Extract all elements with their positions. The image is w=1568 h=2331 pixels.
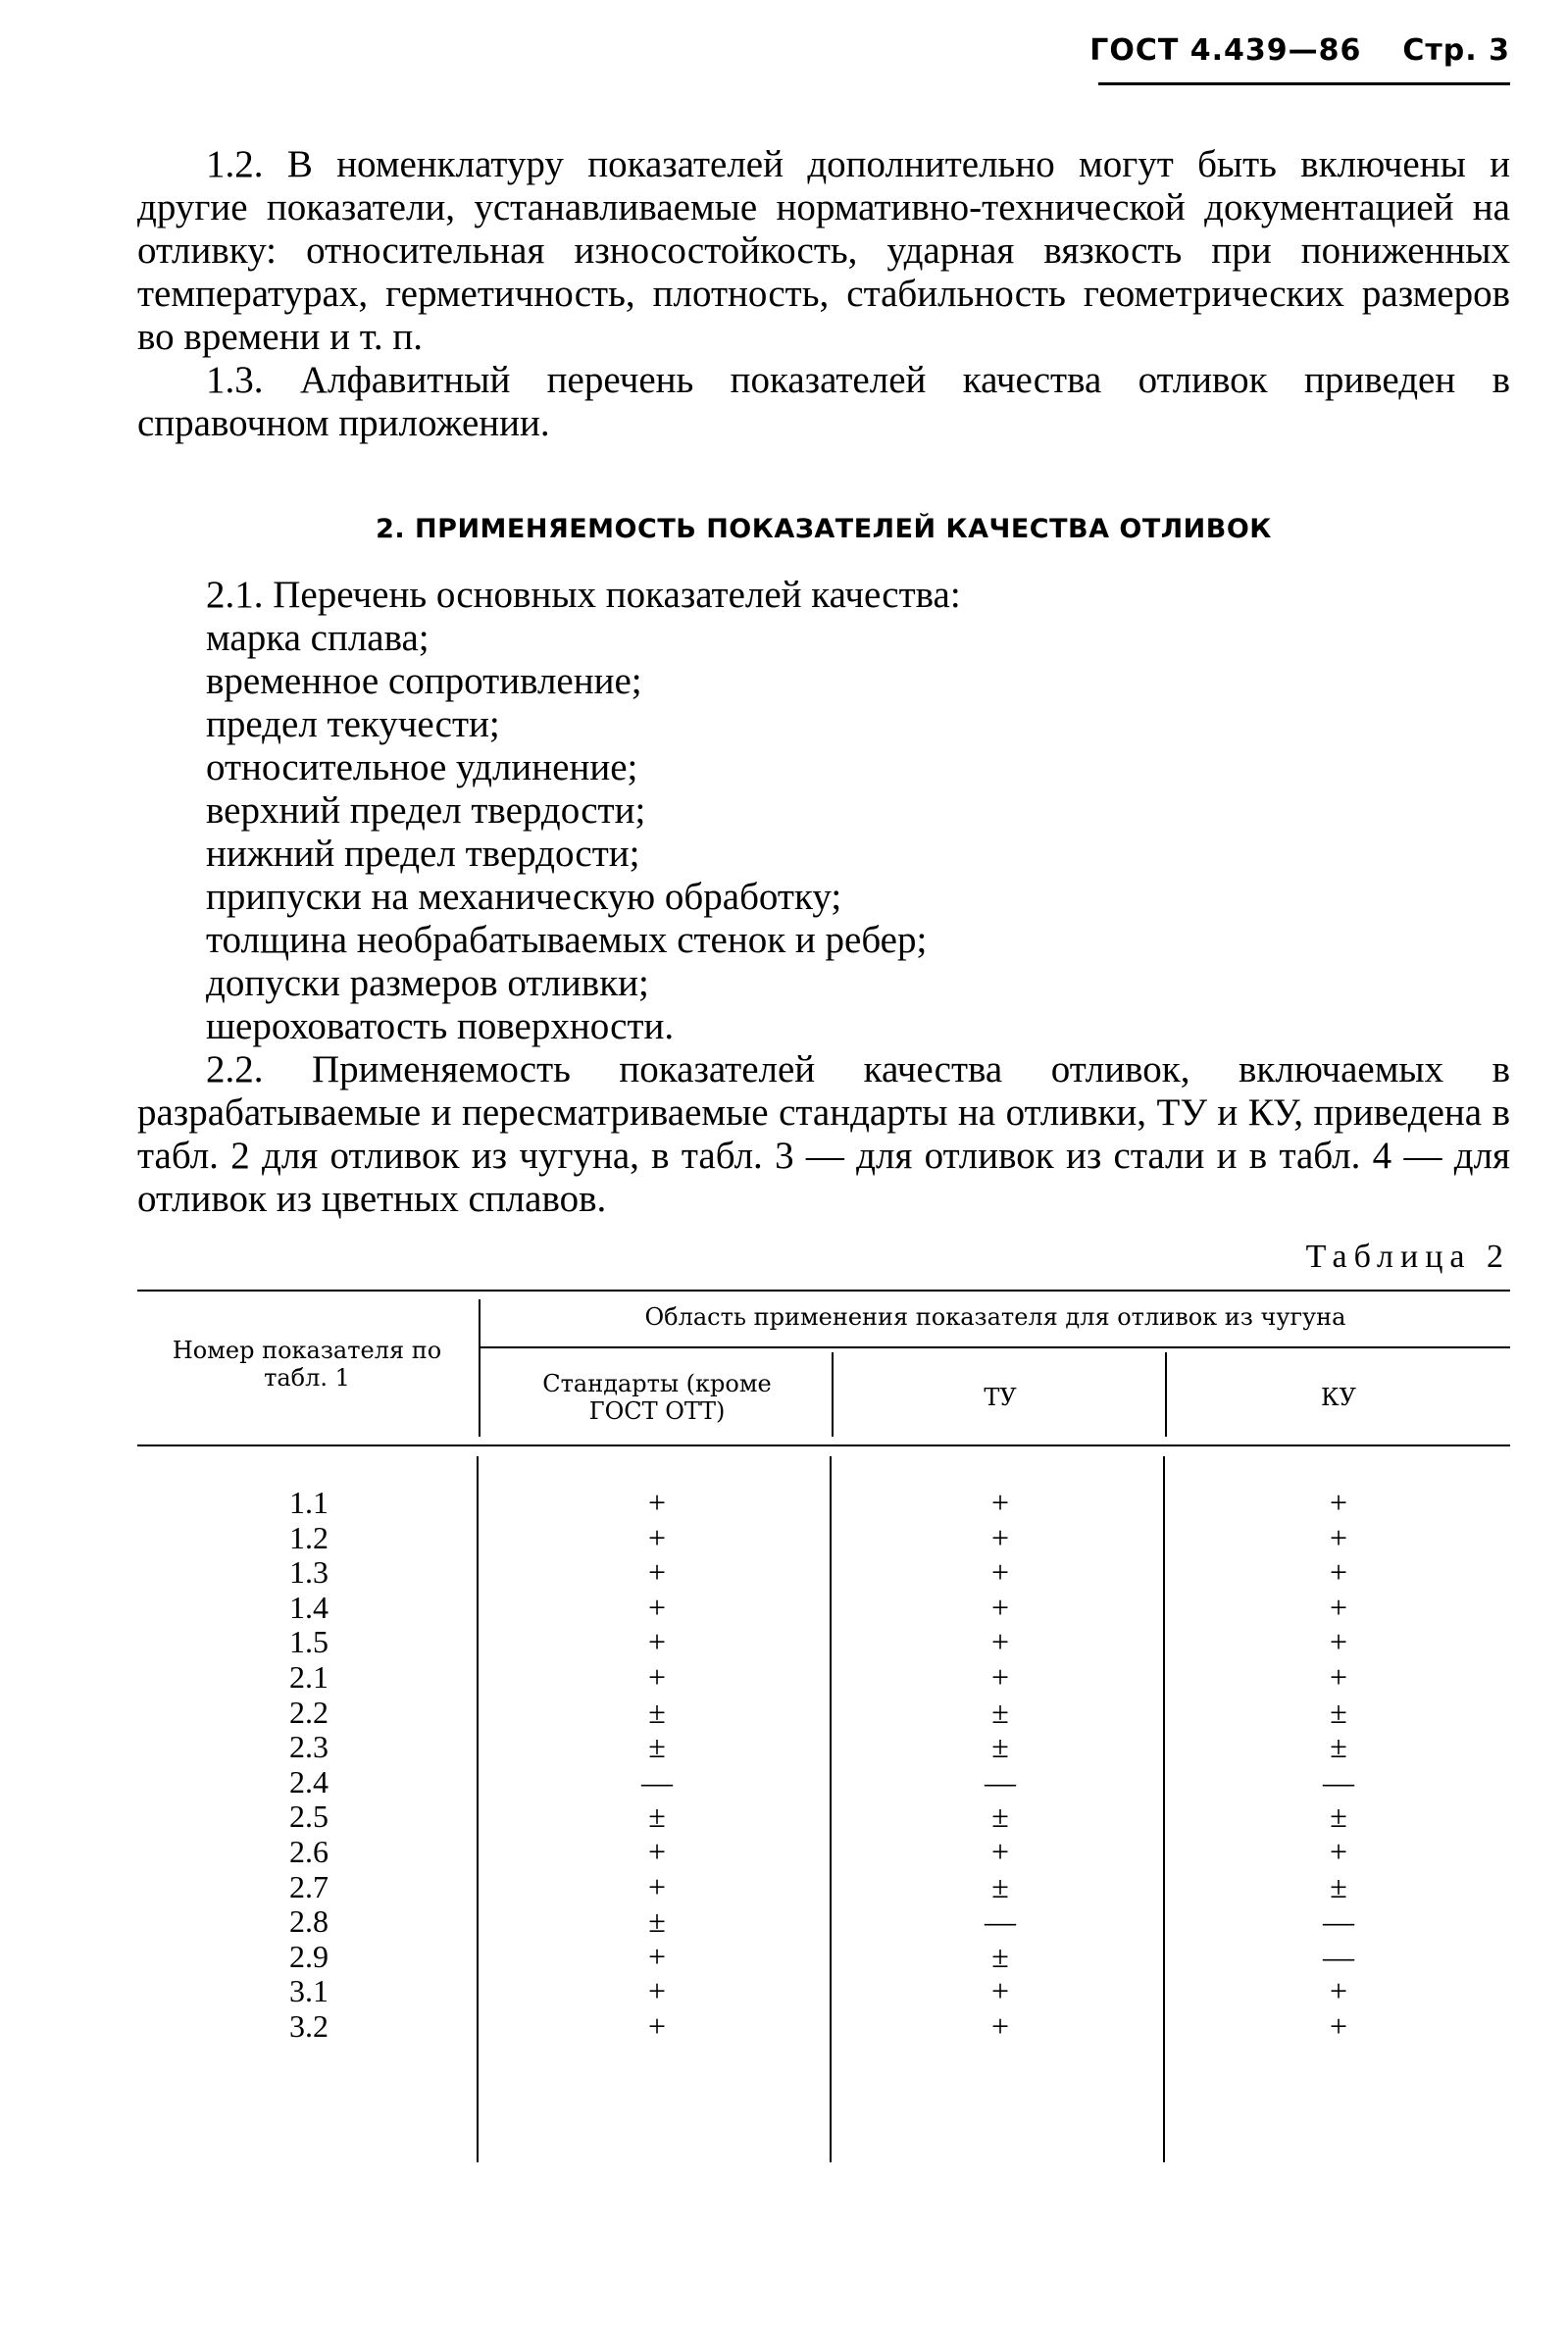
cell-applicability: +	[990, 1833, 1010, 1869]
cell-applicability: +	[1329, 1554, 1348, 1591]
cell-applicability: +	[990, 1589, 1010, 1625]
paragraph-2-1: 2.1. Перечень основных показателей качества:	[206, 574, 961, 616]
cell-applicability: ±	[648, 1799, 666, 1835]
cell-indicator-number: 2.4	[289, 1763, 329, 1799]
col-header-ku: КУ	[1321, 1384, 1356, 1411]
table-row	[137, 1555, 1510, 1591]
cell-applicability: +	[1329, 2007, 1348, 2044]
standard-code	[1089, 33, 1510, 68]
table-row	[137, 1696, 1510, 1731]
table-row	[137, 1730, 1510, 1765]
cell-applicability: +	[1329, 1833, 1348, 1869]
cell-applicability: ±	[648, 1729, 666, 1765]
cell-indicator-number: 2.7	[289, 1868, 329, 1904]
cell-applicability: ±	[1330, 1799, 1347, 1835]
cell-applicability: +	[647, 1485, 667, 1520]
cell-applicability: +	[647, 1658, 667, 1695]
table-row	[137, 1904, 1510, 1940]
cell-applicability: ±	[648, 1694, 666, 1730]
table-row	[137, 1521, 1510, 1556]
table-row	[137, 1974, 1510, 2009]
list-item: предел текучести;	[206, 703, 500, 745]
table-row	[137, 1799, 1510, 1835]
group-header-application: Область применения показателя для отливок из чугуна	[644, 1303, 1346, 1331]
list-item: допуски размеров отливки;	[206, 962, 649, 1004]
cell-indicator-number: 1.3	[289, 1554, 329, 1591]
cell-applicability: +	[647, 2007, 667, 2044]
cell-applicability: —	[1323, 1938, 1354, 1974]
cell-applicability: ±	[991, 1868, 1009, 1904]
cell-applicability: +	[647, 1938, 667, 1974]
cell-applicability: +	[647, 1973, 667, 2009]
page-header	[137, 27, 1510, 90]
table-row	[137, 1835, 1510, 1870]
cell-indicator-number: 1.1	[289, 1485, 329, 1520]
col-header-standards: Стандарты (кроме ГОСТ ОТТ)	[542, 1370, 772, 1425]
cell-indicator-number: 3.1	[289, 1973, 329, 2009]
list-item: нижний предел твердости;	[206, 833, 640, 875]
cell-indicator-number: 2.6	[289, 1833, 329, 1869]
cell-applicability: +	[647, 1589, 667, 1625]
cell-applicability: +	[647, 1624, 667, 1660]
paragraph-1-2: 1.2. В номенклатуру показателей дополнительно могут быть включены и другие показатели, устанавливаемые нормативно-технической документацией на отливку: относительная износостойкость, ударная вязкость при пониженных температурах, герметичность, плотность, стабильность геометрических размеров во времени и т. п.	[137, 143, 1510, 358]
table-row	[137, 1625, 1510, 1660]
table-row	[137, 1940, 1510, 1975]
cell-indicator-number: 2.3	[289, 1729, 329, 1765]
indicator-list	[137, 617, 1510, 1048]
paragraph-2-2: 2.2. Применяемость показателей качества отливок, включаемых в разрабатываемые и пересматриваемые стандарты на отливки, ТУ и КУ, приведена в табл. 2 для отливок из чугуна, в табл. 3 — для отливок из стали и в табл. 4 — для отливок из цветных сплавов.	[137, 1048, 1510, 1220]
list-item: временное сопротивление;	[206, 660, 642, 702]
cell-indicator-number: 2.8	[289, 1903, 329, 1940]
cell-applicability: +	[1329, 1973, 1348, 2009]
cell-indicator-number: 2.1	[289, 1658, 329, 1695]
table-row	[137, 2009, 1510, 2045]
cell-applicability: ±	[1330, 1694, 1347, 1730]
cell-indicator-number: 1.2	[289, 1519, 329, 1555]
cell-indicator-number: 2.2	[289, 1694, 329, 1730]
section-2-title: 2. ПРИМЕНЯЕМОСТЬ ПОКАЗАТЕЛЕЙ КАЧЕСТВА ОТЛИВОК	[376, 514, 1272, 544]
group-header-rule	[481, 1346, 1510, 1348]
cell-indicator-number: 1.5	[289, 1624, 329, 1660]
list-item: относительное удлинение;	[206, 746, 638, 788]
cell-applicability: +	[1329, 1624, 1348, 1660]
paragraph-1-3: 1.3. Алфавитный перечень показателей качества отливок приведен в справочном приложении.	[137, 359, 1510, 444]
cell-applicability: +	[1329, 1658, 1348, 1695]
list-item: припуски на механическую обработку;	[206, 876, 842, 918]
cell-applicability: —	[985, 1763, 1016, 1799]
col-header-indicator-number: Номер показателя по табл. 1	[172, 1337, 442, 1392]
cell-applicability: +	[990, 1554, 1010, 1591]
cell-applicability: +	[990, 1973, 1010, 2009]
cell-applicability: —	[985, 1903, 1016, 1940]
cell-applicability: +	[1329, 1485, 1348, 1520]
list-item: шероховатость поверхности.	[206, 1005, 675, 1047]
cell-applicability: ±	[991, 1938, 1009, 1974]
table-row	[137, 1660, 1510, 1696]
cell-applicability: +	[647, 1868, 667, 1904]
cell-applicability: ±	[991, 1799, 1009, 1835]
cell-applicability: +	[647, 1554, 667, 1591]
cell-indicator-number: 3.2	[289, 2007, 329, 2044]
cell-indicator-number: 2.9	[289, 1938, 329, 1974]
cell-applicability: ±	[991, 1729, 1009, 1765]
table-caption: Таблица 2	[1305, 1239, 1510, 1275]
page-number: Стр. 3	[1402, 33, 1510, 68]
cell-applicability: —	[641, 1763, 673, 1799]
col-header-tu: ТУ	[984, 1384, 1017, 1411]
cell-applicability: +	[990, 1519, 1010, 1555]
table-top-rule	[137, 1290, 1510, 1292]
cell-applicability: ±	[648, 1903, 666, 1940]
cell-applicability: +	[990, 1658, 1010, 1695]
header-bottom-rule	[137, 1444, 1510, 1446]
list-item: марка сплава;	[206, 617, 430, 659]
standard-number: ГОСТ 4.439—86	[1089, 33, 1362, 68]
cell-applicability: +	[1329, 1519, 1348, 1555]
cell-applicability: +	[990, 2007, 1010, 2044]
cell-applicability: +	[1329, 1589, 1348, 1625]
cell-applicability: +	[990, 1624, 1010, 1660]
cell-applicability: ±	[991, 1694, 1009, 1730]
list-item: верхний предел твердости;	[206, 789, 646, 832]
cell-applicability: +	[990, 1485, 1010, 1520]
table-body	[137, 1486, 1510, 2045]
header-rule	[1098, 82, 1510, 85]
document-page	[137, 27, 1510, 2172]
cell-applicability: +	[647, 1833, 667, 1869]
table-row	[137, 1486, 1510, 1521]
cell-indicator-number: 1.4	[289, 1589, 329, 1625]
cell-applicability: —	[1323, 1763, 1354, 1799]
table-row	[137, 1765, 1510, 1800]
applicability-table	[137, 1290, 1510, 2172]
cell-applicability: +	[647, 1519, 667, 1555]
table-row	[137, 1870, 1510, 1905]
table-row	[137, 1591, 1510, 1626]
cell-applicability: ±	[1330, 1868, 1347, 1904]
cell-applicability: ±	[1330, 1729, 1347, 1765]
cell-indicator-number: 2.5	[289, 1799, 329, 1835]
cell-applicability: —	[1323, 1903, 1354, 1940]
list-item: толщина необрабатываемых стенок и ребер;	[206, 919, 928, 961]
